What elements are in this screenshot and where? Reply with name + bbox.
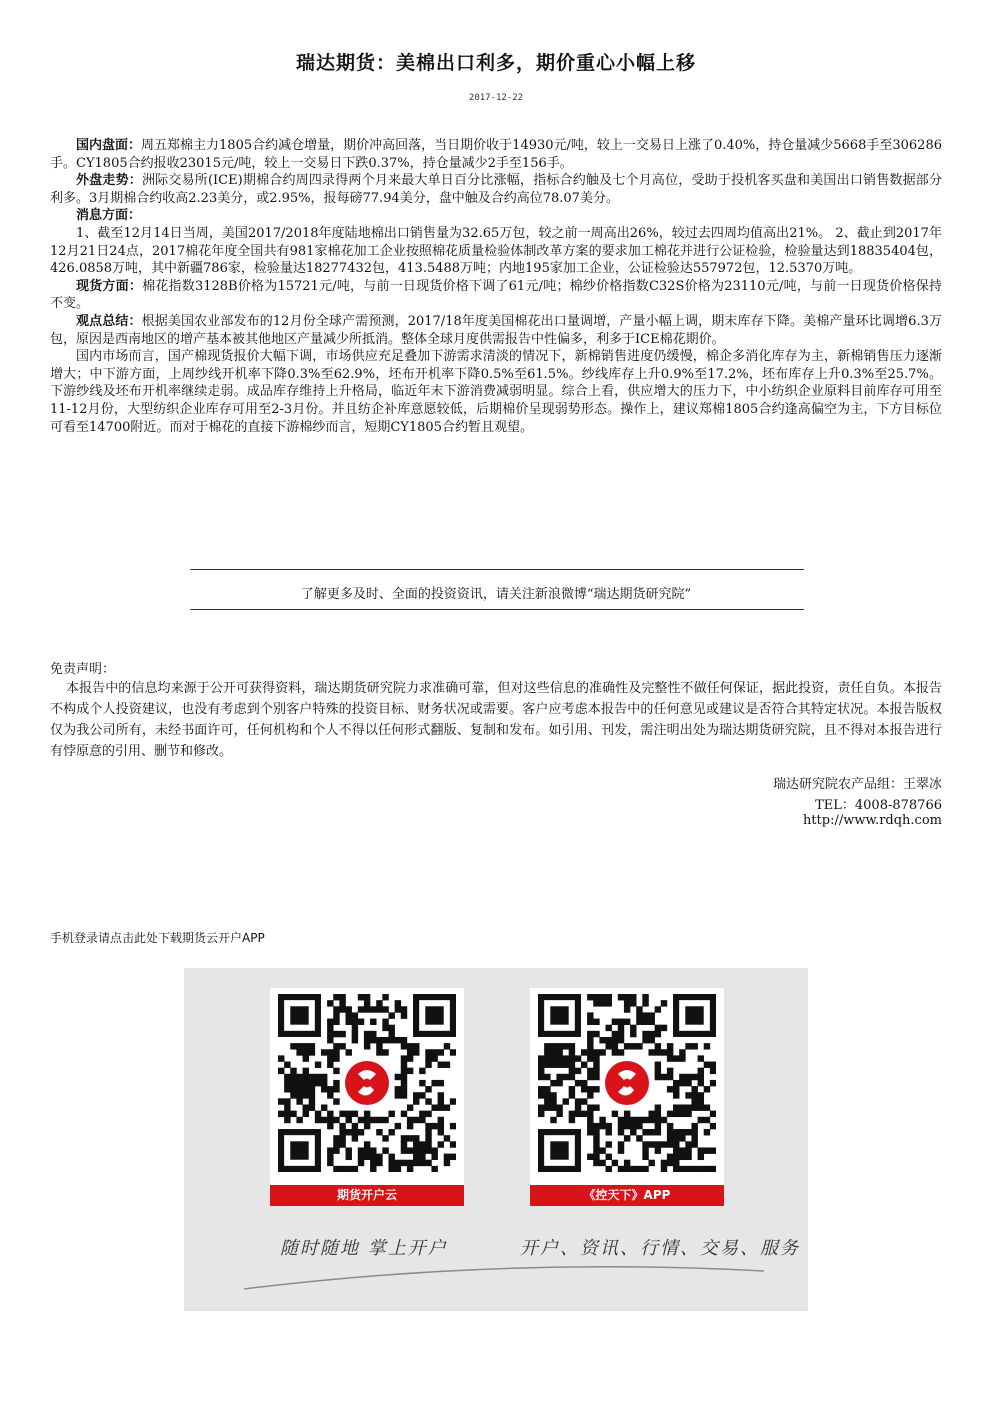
signature-tel: TEL：4008-878766 <box>815 798 942 813</box>
follow-weibo-text: 了解更多及时、全面的投资资讯，请关注新浪微博“瑞达期货研究院” <box>300 587 692 602</box>
section-text: 周五郑棉主力1805合约减仓增量，期价冲高回落，当日期价收于14930元/吨，较上一交易日上涨了0.40%，持仓量减少5668手至306286手。CY1805合约报收23015元/吨，较上一交易日下跌0.37%，持仓量减少2手至156手。 <box>50 138 942 171</box>
section-label: 消息方面： <box>76 208 142 224</box>
qr-label: 《控天下》APP <box>530 1185 724 1206</box>
section-text: 洲际交易所(ICE)期棉合约周四录得两个月来最大单日百分比涨幅，指标合约触及七个月高位，受助于投机客买盘和美国出口销售数据部分利多。3月期棉合约收高2.23美分，或2.95%，报每磅77.94美分，盘中触及合约高位78.07美分。 <box>50 173 942 206</box>
disclaimer-heading: 免责声明： <box>50 662 116 677</box>
section-label: 国内盘面： <box>76 138 142 153</box>
divider-top <box>190 569 804 570</box>
section-overseas <box>50 172 942 207</box>
signature-url[interactable]: http://www.rdqh.com <box>802 813 942 828</box>
qr-card-kongtianxia[interactable] <box>530 988 724 1206</box>
qr-code-icon <box>538 994 716 1172</box>
ruida-logo-icon <box>345 1061 389 1105</box>
section-text: 1、截至12月14日当周，美国2017/2018年度陆地棉出口销售量为32.65万包，较之前一周高出26%，较过去四周均值高出21%。 2、截止到2017年12月21日24点，2017棉花年度全国共有981家棉花加工企业按照棉花质量检验体制改革方案的要求加工棉花并进行公证检验，检验量达到18835404包，426.0858万吨，其中新疆786家，检验量达18277432包，413.5488万吨；内地195家加工企业，公证检验达557972包，12.5370万吨。 <box>50 225 942 277</box>
divider-bottom <box>190 609 804 610</box>
section-label: 观点总结： <box>76 313 142 329</box>
disclaimer-text: 本报告中的信息均来源于公开可获得资料，瑞达期货研究院力求准确可靠，但对这些信息的准确性及完整性不做任何保证，据此投资，责任自负。本报告不构成个人投资建议，也没有考虑到个别客户特殊的投资目标、财务状况或需要。客户应考虑本报告中的任何意见或建议是否符合其特定状况。本报告版权仅为我公司所有，未经书面许可，任何机构和个人不得以任何形式翻版、复制和发布。如引用、刊发，需注明出处为瑞达期货研究院，且不得对本报告进行有悖原意的引用、删节和修改。 <box>50 681 942 759</box>
disclaimer <box>50 678 942 762</box>
report-body <box>50 137 942 436</box>
app-download-link[interactable]: 手机登录请点击此处下载期货云开户APP <box>50 931 265 945</box>
qr-card-futures-cloud[interactable] <box>270 988 464 1206</box>
app-promo-banner <box>184 968 808 1311</box>
section-news-heading <box>50 207 942 225</box>
swoosh-decoration <box>244 1261 764 1291</box>
signature-author: 瑞达研究院农产品组：王翠冰 <box>772 777 942 792</box>
section-domestic <box>50 137 942 172</box>
section-text: 根据美国农业部发布的12月份全球产需预测，2017/18年度美国棉花出口量调增，产量小幅上调，期末库存下降。美棉产量环比调增6.3万包，原因是西南地区的增产基本被其他地区产量减少所抵消。整体全球月度供需报告中性偏多，利多于ICE棉花期价。 <box>50 313 942 347</box>
qr-label: 期货开户云 <box>270 1185 464 1206</box>
slogan-left: 随时随地 掌上开户 <box>280 1238 448 1259</box>
page-title: 瑞达期货：美棉出口利多，期价重心小幅上移 <box>295 52 696 74</box>
section-text: 棉花指数3128B价格为15721元/吨，与前一日现货价格下调了61元/吨；棉纱价格指数C32S价格为23110元/吨，与前一日现货价格保持不变。 <box>50 278 942 312</box>
section-market: 国内市场而言，国产棉现货报价大幅下调，市场供应充足叠加下游需求清淡的情况下，新棉销售进度仍缓慢，棉企多消化库存为主，新棉销售压力逐渐增大；中下游方面，上周纱线开机率下降0.3%至62.9%，坯布开机率下降0.5%至61.5%。纱线库存上升0.9%至17.2%，坯布库存上升0.3%至25.7%。下游纱线及坯布开机率继续走弱。成品库存维持上升格局，临近年末下游消费减弱明显。综合上看，供应增大的压力下，中小纺织企业原料目前库存可用至11-12月份，大型纺织企业库存可用至2-3月份。并且纺企补库意愿较低，后期棉价呈现弱势形态。操作上，建议郑棉1805合约逢高偏空为主，下方目标位可看至14700附近。而对于棉花的直接下游棉纱而言，短期CY1805合约暂且观望。 <box>50 349 942 435</box>
qr-code-icon <box>278 994 456 1172</box>
section-label: 现货方面： <box>76 278 143 294</box>
section-spot <box>50 278 942 313</box>
ruida-logo-icon <box>605 1061 649 1105</box>
report-date: 2017-12-22 <box>468 93 524 103</box>
section-label: 外盘走势： <box>76 173 142 189</box>
slogan-right: 开户、资讯、行情、交易、服务 <box>520 1238 800 1259</box>
section-news <box>50 225 942 278</box>
section-view <box>50 313 942 348</box>
